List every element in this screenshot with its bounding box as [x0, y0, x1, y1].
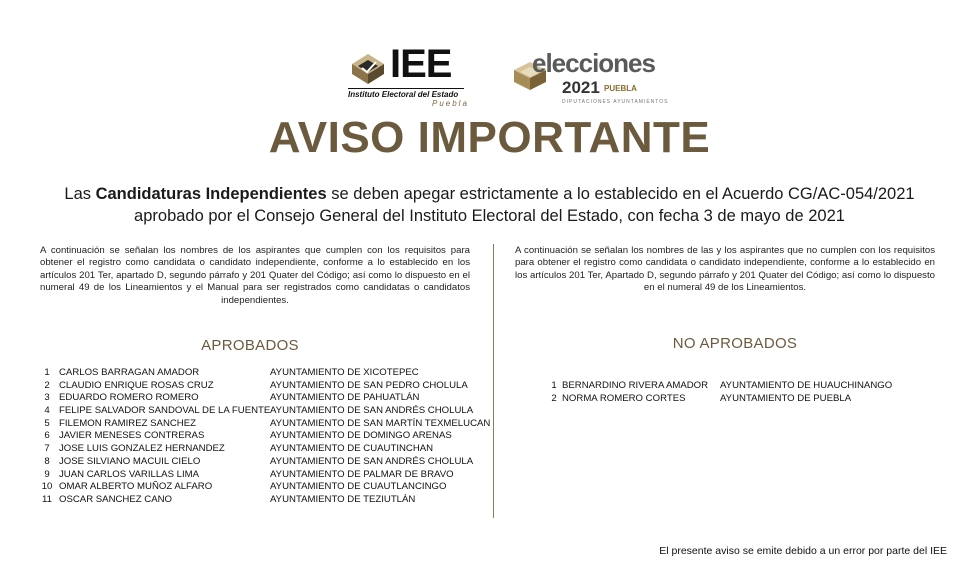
candidate-name: JOSE LUIS GONZALEZ HERNANDEZ [59, 443, 225, 455]
municipality: AYUNTAMIENTO DE CUAUTLANCINGO [270, 481, 447, 493]
not-approved-heading: NO APROBADOS [672, 335, 798, 352]
item-number: 7 [44, 443, 50, 455]
item-number: 5 [44, 417, 50, 429]
list-item [40, 481, 500, 494]
approved-description-block [40, 245, 470, 307]
item-number: 4 [44, 405, 50, 417]
item-number: 3 [44, 392, 50, 404]
intro-prefix: Las [64, 185, 96, 203]
approved-heading: APROBADOS [201, 337, 299, 354]
logo-header [0, 44, 979, 110]
elecciones-state: PUEBLA [604, 84, 637, 93]
page-title: AVISO IMPORTANTE [268, 113, 711, 162]
list-item [40, 469, 500, 482]
list-item [40, 392, 500, 405]
candidate-name: EDUARDO ROMERO ROMERO [59, 392, 199, 404]
candidate-name: BERNARDINO RIVERA AMADOR [562, 380, 709, 391]
elecciones-logo [512, 48, 669, 110]
municipality: AYUNTAMIENTO DE XICOTEPEC [270, 367, 419, 378]
not-approved-description-block [515, 245, 935, 295]
iee-state: Puebla [432, 99, 469, 108]
list-item [40, 456, 500, 469]
candidate-name: FILEMON RAMIREZ SANCHEZ [59, 417, 196, 429]
list-item [40, 494, 500, 507]
not-approved-section [610, 335, 860, 352]
iee-acronym: IEE [390, 42, 452, 86]
intro-bold: Candidaturas Independientes [95, 185, 327, 203]
list-item [548, 393, 928, 406]
municipality: AYUNTAMIENTO DE PAHUATLÁN [270, 392, 420, 404]
candidate-name: FELIPE SALVADOR SANDOVAL DE LA FUENTE [59, 405, 271, 417]
municipality: AYUNTAMIENTO DE SAN MARTÍN TEXMELUCAN [270, 417, 491, 429]
elecciones-year: 2021 [562, 78, 600, 97]
municipality: AYUNTAMIENTO DE SAN ANDRÉS CHOLULA [270, 405, 474, 417]
candidate-name: JOSE SILVIANO MACUIL CIELO [59, 455, 201, 467]
candidate-name: JAVIER MENESES CONTRERAS [59, 430, 205, 442]
municipality: AYUNTAMIENTO DE DOMINGO ARENAS [270, 430, 452, 442]
list-item [40, 443, 500, 456]
list-item [40, 405, 500, 418]
list-item [40, 367, 500, 380]
municipality: AYUNTAMIENTO DE CUAUTINCHAN [270, 443, 434, 455]
municipality: AYUNTAMIENTO DE TEZIUTLÁN [270, 493, 416, 505]
item-number: 2 [551, 392, 557, 404]
item-number: 1 [551, 380, 557, 391]
municipality: AYUNTAMIENTO DE PUEBLA [720, 392, 852, 404]
list-item [548, 380, 928, 393]
approved-description: A continuación se señalan los nombres de los aspirantes que cumplen con los requisitos para obtener el registro como candidata o candidato independiente, conforme a lo establecido en los artículos 201 Ter, apartado D, segundo párrafo y 201 Quater del Código; así como lo dispuesto en el numeral 49 de los Lineamientos y el Manual para ser registrados como candidatas o candidatos independientes. [40, 245, 470, 306]
item-number: 11 [42, 493, 52, 505]
item-number: 6 [44, 430, 50, 442]
ballot-box-icon [348, 50, 388, 86]
approved-section [120, 337, 380, 354]
candidate-name: CLAUDIO ENRIQUE ROSAS CRUZ [59, 379, 214, 391]
intro-paragraph [30, 183, 949, 227]
approved-list [40, 367, 500, 507]
candidate-name: NORMA ROMERO CORTES [562, 392, 686, 404]
intro-suffix: se deben apegar estrictamente a lo establecido en el Acuerdo CG/AC-054/2021 aprobado por el Consejo General del Instituto Electoral del Estado, con fecha 3 de mayo de 2021 [134, 185, 915, 225]
candidate-name: OSCAR SANCHEZ CANO [59, 493, 173, 505]
item-number: 2 [44, 379, 50, 391]
item-number: 1 [44, 367, 50, 378]
item-number: 9 [44, 468, 50, 480]
candidate-name: CARLOS BARRAGAN AMADOR [59, 367, 200, 378]
elecciones-small: DIPUTACIONES AYUNTAMIENTOS [562, 99, 669, 105]
not-approved-description: A continuación se señalan los nombres de las y los aspirantes que no cumplen con los requisitos para obtener el registro como candidata o candidato independiente, conforme a lo establecido en los artículos 201 Ter, Apartado D, segundo párrafo y 201 Quater del Código; así como lo dispuesto en el numeral 49 de los Lineamientos. [515, 245, 935, 294]
candidate-name: JUAN CARLOS VARILLAS LIMA [59, 468, 200, 480]
list-item [40, 380, 500, 393]
candidate-name: OMAR ALBERTO MUÑOZ ALFARO [59, 481, 213, 493]
footer-note: El presente aviso se emite debido a un error por parte del IEE [659, 545, 947, 557]
iee-logo [348, 44, 468, 110]
municipality: AYUNTAMIENTO DE SAN PEDRO CHOLULA [270, 379, 468, 391]
not-approved-list [548, 380, 928, 405]
list-item [40, 418, 500, 431]
list-item [40, 430, 500, 443]
municipality: AYUNTAMIENTO DE SAN ANDRÉS CHOLULA [270, 455, 474, 467]
item-number: 8 [44, 455, 50, 467]
elecciones-title: elecciones [532, 48, 655, 78]
item-number: 10 [41, 481, 53, 493]
municipality: AYUNTAMIENTO DE PALMAR DE BRAVO [270, 468, 454, 480]
municipality: AYUNTAMIENTO DE HUAUCHINANGO [720, 380, 893, 391]
iee-subtitle: Instituto Electoral del Estado [348, 88, 464, 99]
